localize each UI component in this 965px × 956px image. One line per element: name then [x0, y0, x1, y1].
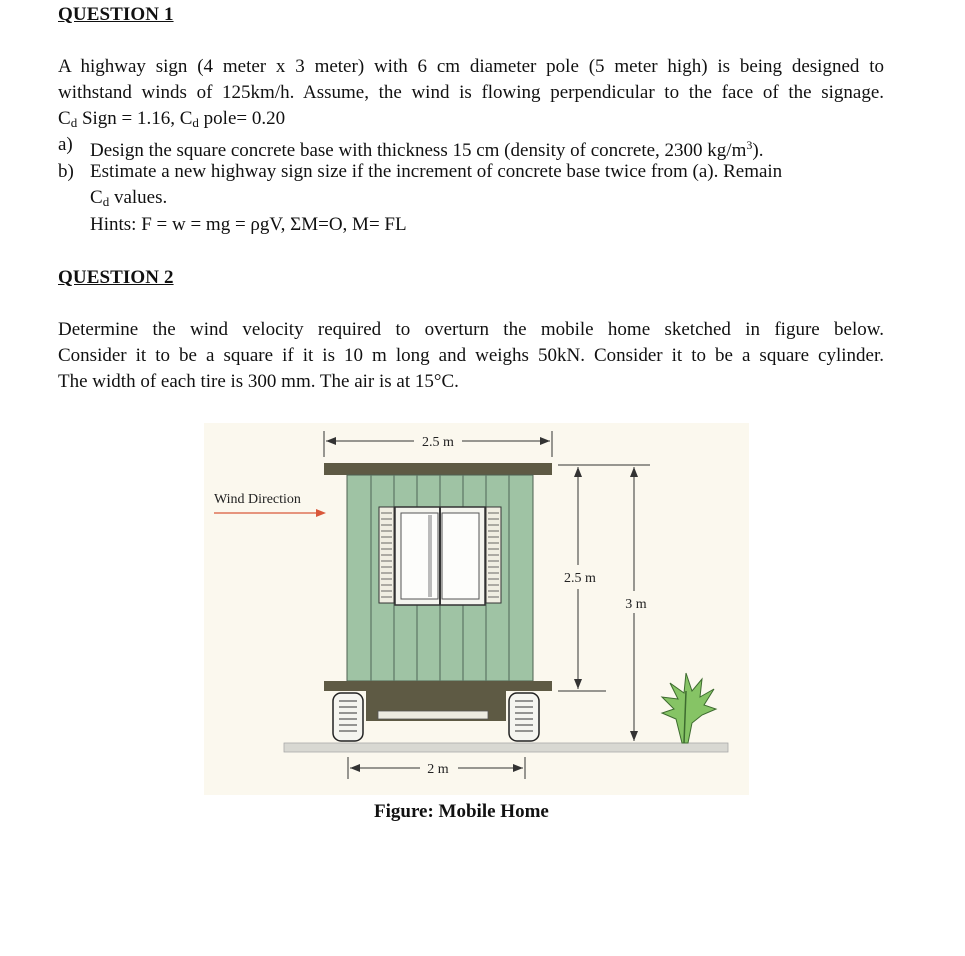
- wind-direction-label: Wind Direction: [214, 492, 301, 507]
- axle: [378, 711, 488, 719]
- question-1-part-a: Design the square concrete base with thickness 15 cm (density of concrete, 2300 $kg/m^3$).: [90, 138, 764, 161]
- question-2-line-2: Consider it to be a square if it is 10 m long and weighs 50kN. Consider it to be a square cylinder.: [58, 345, 884, 366]
- width-label: 2.5 m: [422, 435, 454, 450]
- roof: [324, 463, 552, 475]
- right-tire: [509, 693, 539, 741]
- question-1-part-b: Estimate a new highway sign size if the increment of concrete base twice from (a). Remain: [90, 161, 783, 182]
- left-shutter: [379, 507, 394, 603]
- question-2-body: [58, 317, 884, 395]
- figure-caption: Figure: Mobile Home: [374, 801, 549, 822]
- wheelbase-label: 2 m: [427, 762, 449, 777]
- question-1-part-b-marker: b): [58, 161, 74, 182]
- total-height-label: 3 m: [625, 597, 647, 612]
- wall-height-label: 2.5 m: [564, 571, 596, 586]
- drag-coefficient-line: $C_d$ Sign = 1.16, $C_d$ pole= 0.20: [58, 108, 286, 130]
- ground: [284, 743, 728, 752]
- right-shutter: [486, 507, 501, 603]
- left-tire: [333, 693, 363, 741]
- question-1-part-b-continued: $C_d$ values.: [90, 187, 168, 209]
- floor-beam: [324, 681, 552, 691]
- question-1-heading: QUESTION 1: [58, 4, 174, 25]
- question-1-line-1: A highway sign (4 meter x 3 meter) with 6 cm diameter pole (5 meter high) is being designed to: [58, 56, 884, 77]
- window: [395, 507, 485, 605]
- question-2-line-3: The width of each tire is 300 mm. The air is at 15°C.: [58, 371, 459, 392]
- question-1-body: [58, 54, 884, 106]
- mobile-home-figure: [204, 423, 749, 795]
- question-2-line-1: Determine the wind velocity required to overturn the mobile home sketched in figure below.: [58, 319, 884, 340]
- question-1-part-a-marker: a): [58, 134, 73, 155]
- question-1-hints: Hints: F = w = mg = ρgV, ΣM=O, M= FL: [90, 214, 407, 235]
- question-1-line-2: withstand winds of 125km/h. Assume, the wind is flowing perpendicular to the face of the signage.: [58, 82, 884, 103]
- question-2-heading: QUESTION 2: [58, 267, 174, 288]
